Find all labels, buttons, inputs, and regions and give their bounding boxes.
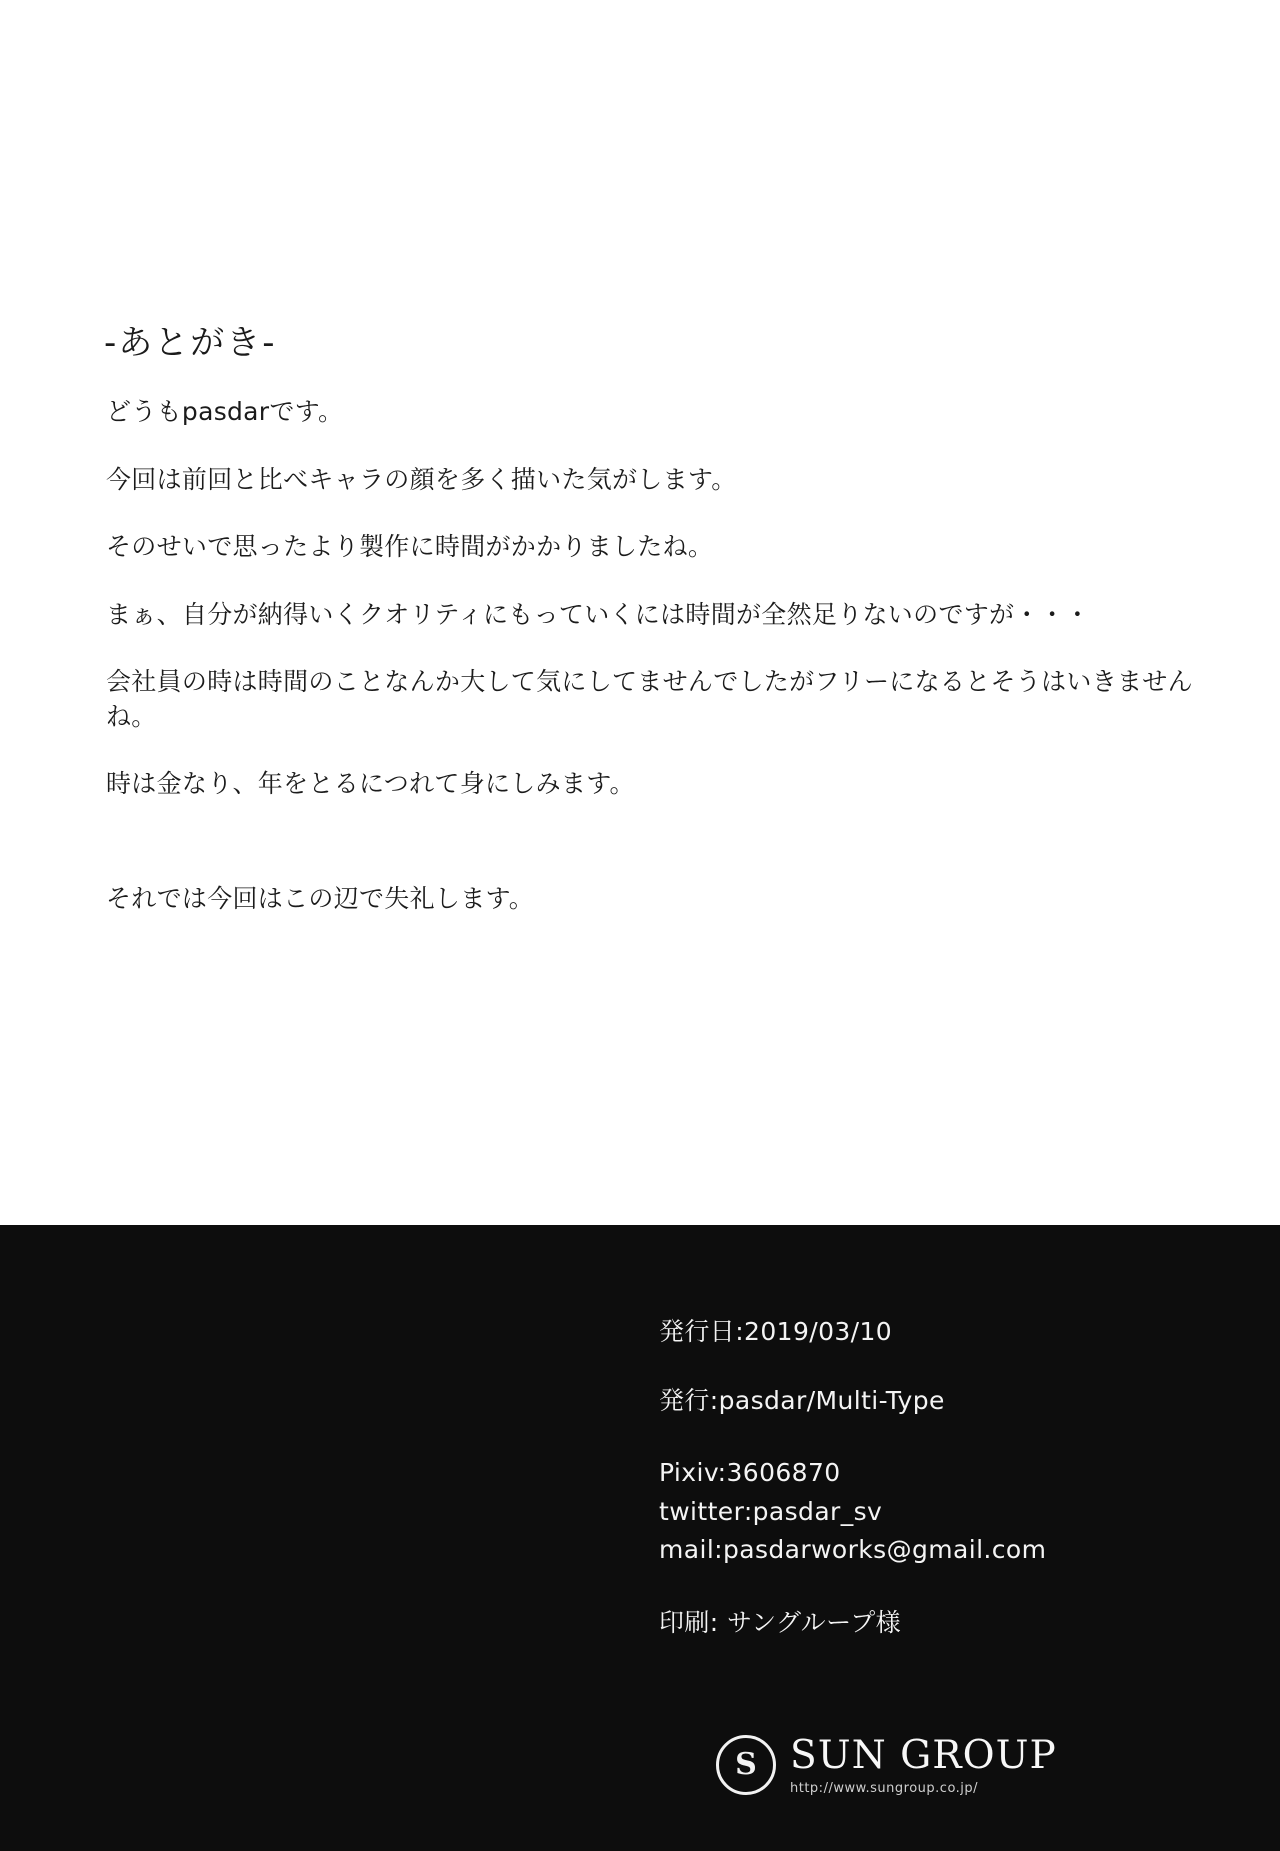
sun-group-logo	[716, 1725, 1086, 1805]
twitter-handle: twitter:pasdar_sv	[659, 1496, 883, 1526]
sun-group-name: SUN GROUP	[790, 1732, 1057, 1778]
publish-date: 発行日:2019/03/10	[659, 1317, 893, 1346]
afterword-body	[106, 395, 1196, 916]
afterword-paragraph: まぁ、自分が納得いくクオリティにもっていくには時間が全然足りないのですが・・・	[106, 599, 1091, 629]
afterword-paragraph: 時は金なり、年をとるにつれて身にしみます。	[106, 769, 635, 798]
afterword-paragraph: 今回は前回と比べキャラの顔を多く描いた気がします。	[106, 464, 737, 494]
afterword-paragraph: そのせいで思ったより製作に時間がかかりましたね。	[106, 532, 714, 561]
publisher: 発行:pasdar/Multi-Type	[659, 1385, 945, 1415]
colophon-section	[0, 1225, 1280, 1851]
sun-group-wordmark	[790, 1732, 1057, 1796]
mail-address: mail:pasdarworks@gmail.com	[659, 1535, 1047, 1564]
sun-group-url: http://www.sungroup.co.jp/	[790, 1780, 979, 1796]
afterword-paragraph: 会社員の時は時間のことなんか大して気にしてませんでしたがフリーになるとそうはいきませんね。	[106, 667, 1193, 731]
pixiv-id: Pixiv:3606870	[659, 1458, 841, 1487]
afterword-paragraph: それでは今回はこの辺で失礼します。	[106, 883, 535, 913]
colophon-details	[659, 1316, 1046, 1675]
sun-group-circle-icon	[716, 1735, 776, 1795]
afterword-title: -あとがき-	[104, 323, 277, 363]
printer-credit: 印刷: サングループ様	[659, 1607, 902, 1637]
afterword-paragraph: どうもpasdarです。	[106, 397, 344, 426]
sun-group-monogram: S	[735, 1747, 757, 1782]
